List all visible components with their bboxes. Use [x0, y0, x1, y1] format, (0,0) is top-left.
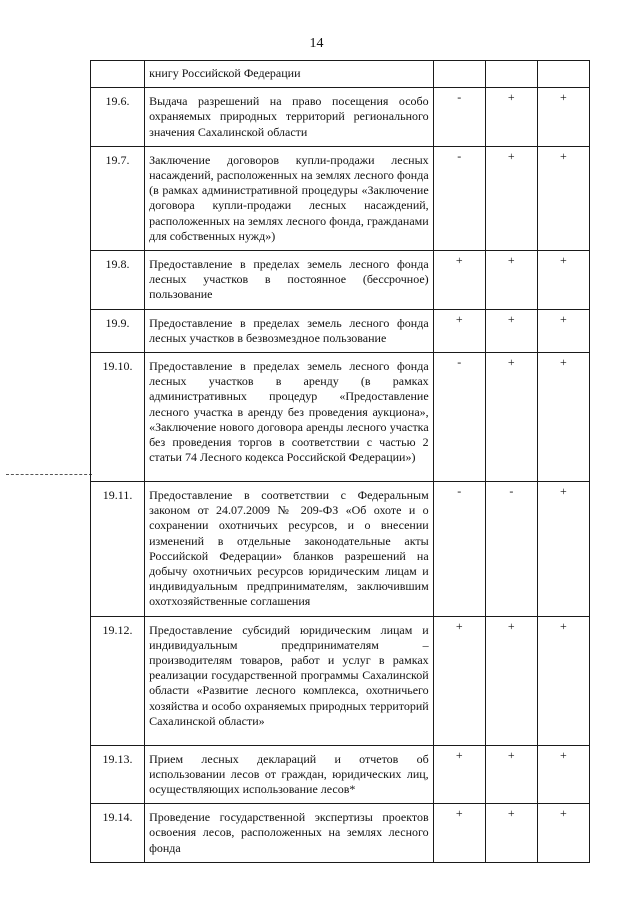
row-mark-3: +	[537, 482, 589, 617]
row-description: Заключение договоров купли-продажи лесных насаждений, расположенных на землях лесного фонда (в рамках административной процедуры «Заключение договора купли-продажи лесных насаждений, расположенных на землях лесного фонда, гражданами для собственных нужд»)	[145, 146, 434, 250]
row-number: 19.8.	[91, 251, 145, 310]
table-row	[91, 482, 590, 617]
table-row	[91, 804, 590, 863]
row-description: Выдача разрешений на право посещения особо охраняемых природных территорий регионального значения Сахалинской области	[145, 88, 434, 147]
table-row	[91, 251, 590, 310]
table-row	[91, 61, 590, 88]
row-mark-1: -	[433, 353, 485, 482]
row-mark-3: +	[537, 88, 589, 147]
row-mark-1	[433, 61, 485, 88]
row-description: Предоставление в соответствии с Федеральным законом от 24.07.2009 № 209-ФЗ «Об охоте и о сохранении охотничьих ресурсов, и о внесении изменений в отдельные законодательные акты Российской Федерации» бланков разрешений на добычу охотничьих ресурсов юридическим лицам и индивидуальным предпринимателям, заключившим охотхозяйственные соглашения	[145, 482, 434, 617]
table-row	[91, 353, 590, 482]
row-mark-3: +	[537, 251, 589, 310]
row-mark-2: -	[485, 482, 537, 617]
row-mark-1: -	[433, 146, 485, 250]
row-description: Предоставление в пределах земель лесного фонда лесных участков в безвозмездное пользование	[145, 309, 434, 352]
row-mark-3: +	[537, 804, 589, 863]
table-row	[91, 616, 590, 745]
services-table	[90, 60, 590, 863]
row-number: 19.14.	[91, 804, 145, 863]
row-mark-1: +	[433, 251, 485, 310]
row-mark-2: +	[485, 745, 537, 804]
row-number: 19.7.	[91, 146, 145, 250]
row-description: Предоставление субсидий юридическим лицам и индивидуальным предпринимателям – производителям товаров, работ и услуг в рамках реализации государственной программы Сахалинской области «Развитие лесного комплекса, охотничьего хозяйства и особо охраняемых природных территорий Сахалинской области»	[145, 616, 434, 745]
row-mark-2: +	[485, 309, 537, 352]
row-number: 19.13.	[91, 745, 145, 804]
row-mark-2: +	[485, 616, 537, 745]
row-mark-1: +	[433, 745, 485, 804]
row-mark-2: +	[485, 353, 537, 482]
table-row	[91, 309, 590, 352]
row-mark-2: +	[485, 251, 537, 310]
row-mark-3: +	[537, 353, 589, 482]
table-row	[91, 146, 590, 250]
row-description: Предоставление в пределах земель лесного фонда лесных участков в постоянное (бессрочное) пользование	[145, 251, 434, 310]
row-mark-1: +	[433, 616, 485, 745]
row-mark-3: +	[537, 146, 589, 250]
row-mark-3: +	[537, 616, 589, 745]
row-number: 19.10.	[91, 353, 145, 482]
row-description: Предоставление в пределах земель лесного фонда лесных участков в аренду (в рамках административных процедур «Предоставление лесного участка в аренду без проведения аукциона», «Заключение нового договора аренды лесного участка без проведения торгов в соответствии с частью 2 статьи 74 Лесного кодекса Российской Федерации»)	[145, 353, 434, 482]
row-number: 19.11.	[91, 482, 145, 617]
row-mark-1: -	[433, 482, 485, 617]
row-mark-1: +	[433, 804, 485, 863]
row-mark-3: +	[537, 745, 589, 804]
row-description: книгу Российской Федерации	[145, 61, 434, 88]
row-mark-3	[537, 61, 589, 88]
row-mark-2: +	[485, 146, 537, 250]
table-row	[91, 88, 590, 147]
row-mark-1: +	[433, 309, 485, 352]
row-number: 19.12.	[91, 616, 145, 745]
table-row	[91, 745, 590, 804]
row-description: Прием лесных деклараций и отчетов об использовании лесов от граждан, юридических лиц, осуществляющих использование лесов*	[145, 745, 434, 804]
row-mark-2: +	[485, 804, 537, 863]
row-number: 19.9.	[91, 309, 145, 352]
row-mark-2	[485, 61, 537, 88]
row-mark-2: +	[485, 88, 537, 147]
margin-dash-mark	[6, 474, 92, 475]
row-description: Проведение государственной экспертизы проектов освоения лесов, расположенных на землях лесного фонда	[145, 804, 434, 863]
row-number: 19.6.	[91, 88, 145, 147]
row-mark-1: -	[433, 88, 485, 147]
row-number	[91, 61, 145, 88]
row-mark-3: +	[537, 309, 589, 352]
page-number: 14	[309, 36, 324, 51]
